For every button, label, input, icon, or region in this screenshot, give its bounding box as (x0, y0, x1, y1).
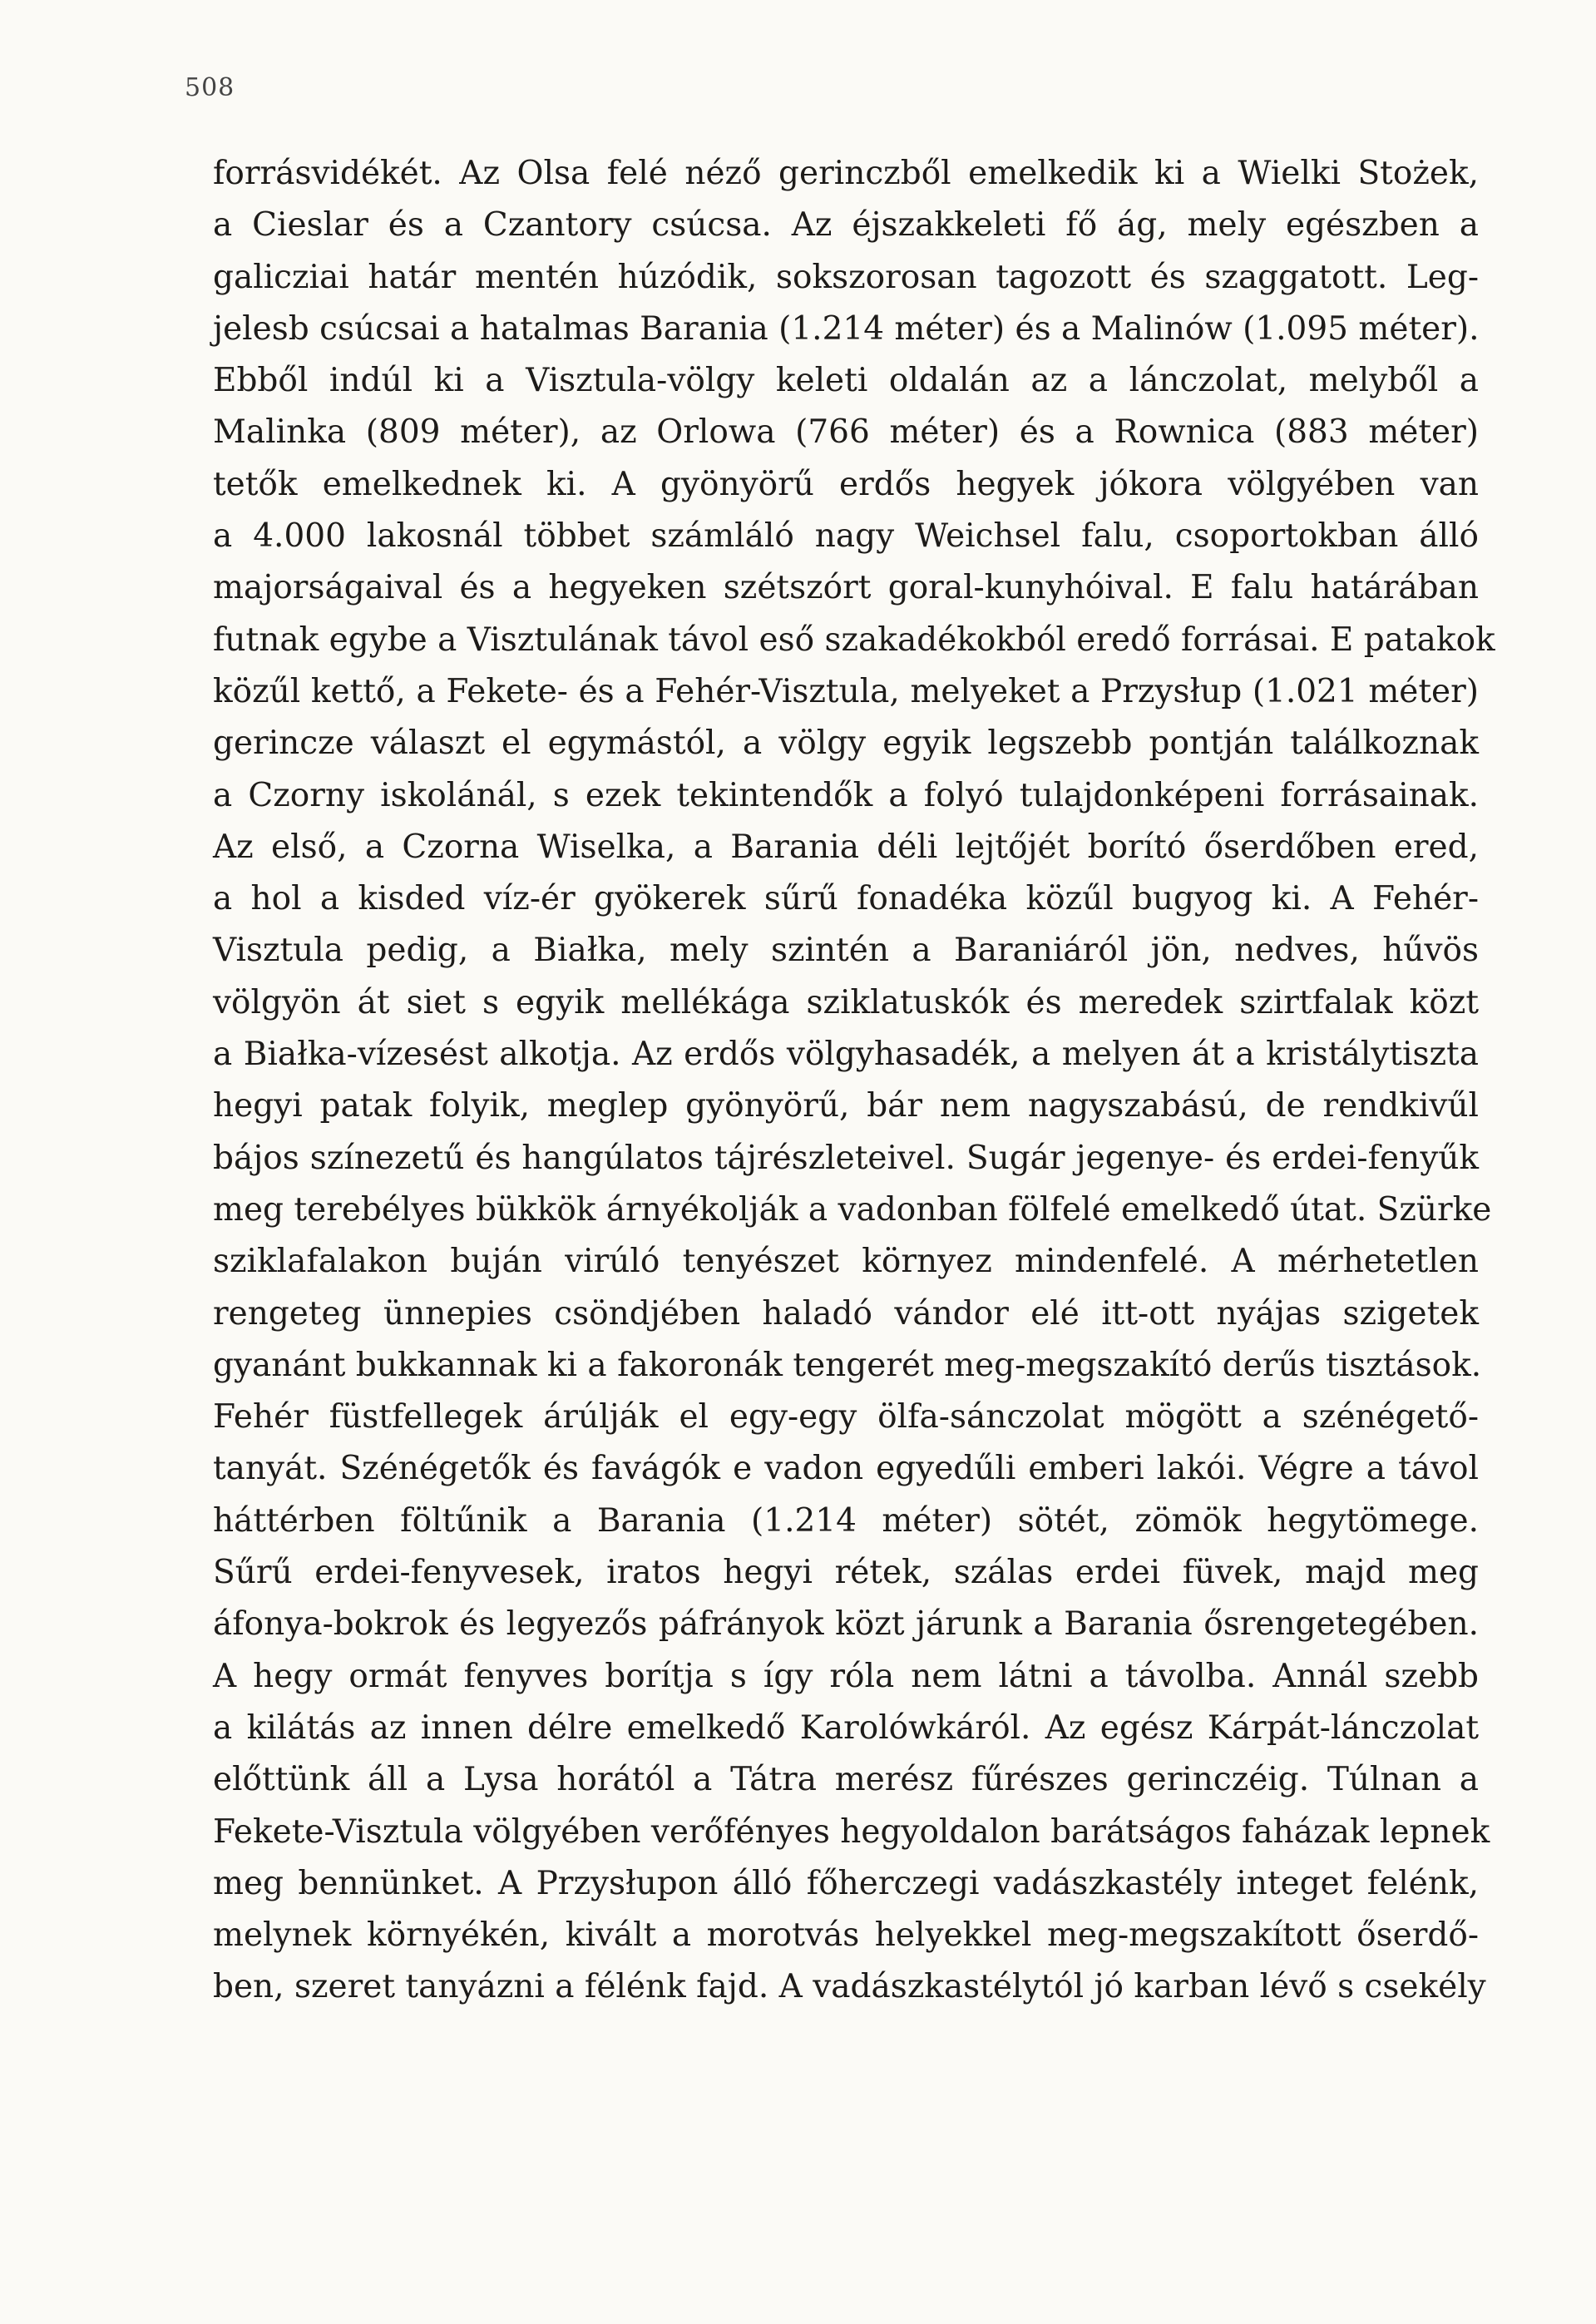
text-line: a Czorny iskolánál, s ezek tekintendők a folyó tulajdonképeni forrásainak. (213, 776, 1479, 814)
text-line: gerincze választ el egymástól, a völgy egyik legszebb pontján találkoznak (213, 724, 1479, 763)
text-line: a Cieslar és a Czantory csúcsa. Az éjszakkeleti fő ág, mely egészben a (213, 206, 1479, 245)
text-line: hegyi patak folyik, meglep gyönyörű, bár nem nagyszabású, de rendkivűl (213, 1087, 1479, 1125)
text-line: Az első, a Czorna Wiselka, a Barania déli lejtőjét borító őserdőben ered, (213, 828, 1479, 866)
text-line: Ebből indúl ki a Visztula-völgy keleti oldalán az a lánczolat, melyből a (213, 362, 1479, 400)
text-line: sziklafalakon buján virúló tenyészet környez mindenfelé. A mérhetetlen (213, 1243, 1479, 1281)
text-line: forrásvidékét. Az Olsa felé néző gerinczből emelkedik ki a Wielki Stożek, (213, 155, 1479, 192)
text-line: tanyát. Szénégetők és favágók e vadon egyedűli emberi lakói. Végre a távol (213, 1450, 1479, 1488)
text-line: meg bennünket. A Przysłupon álló főherczegi vadászkastély integet felénk, (213, 1864, 1479, 1902)
text-line: majorságaival és a hegyeken szétszórt goral-kunyhóival. E falu határában (213, 569, 1479, 607)
text-line: Malinka (809 méter), az Orlowa (766 méter) és a Rownica (883 méter) (213, 413, 1479, 452)
text-line: gyanánt bukkannak ki a fakoronák tengerét meg-megszakító derűs tisztások. (213, 1346, 1482, 1384)
body-text (213, 148, 1495, 2014)
text-line: galicziai határ mentén húzódik, sokszorosan tagozott és szaggatott. Leg- (213, 258, 1479, 296)
text-line: A hegy ormát fenyves borítja s így róla nem látni a távolba. Annál szebb (213, 1657, 1479, 1695)
text-line: melynek környékén, kivált a morotvás helyekkel meg-megszakított őserdő- (213, 1916, 1479, 1955)
text-line: Visztula pedig, a Białka, mely szintén a Baraniáról jön, nedves, hűvös (213, 932, 1479, 970)
text-line: rengeteg ünnepies csöndjében haladó vándor elé itt-ott nyájas szigetek (213, 1294, 1479, 1333)
text-line: háttérben föltűnik a Barania (1.214 méter) sötét, zömök hegytömege. (213, 1501, 1479, 1540)
text-line: futnak egybe a Visztulának távol eső szakadékokból eredő forrásai. E patakok (213, 621, 1495, 659)
text-line: ben, szeret tanyázni a félénk fajd. A vadászkastélytól jó karban lévő s csekély (213, 1968, 1486, 2006)
text-line: közűl kettő, a Fekete- és a Fehér-Visztula, melyeket a Przysłup (1.021 méter) (213, 672, 1479, 710)
text-line: Fekete-Visztula völgyében verőfényes hegyoldalon barátságos faházak lepnek (213, 1812, 1490, 1851)
text-line: a hol a kisded víz-ér gyökerek sűrű fonadéka közűl bugyog ki. A Fehér- (213, 880, 1479, 918)
text-line: a Białka-vízesést alkotja. Az erdős völgyhasadék, a melyen át a kristálytiszta (213, 1036, 1479, 1074)
text-line: Sűrű erdei-fenyvesek, iratos hegyi rétek, szálas erdei füvek, majd meg (213, 1554, 1479, 1592)
page-number: 508 (185, 73, 235, 102)
text-line: a kilátás az innen délre emelkedő Karolówkáról. Az egész Kárpát-lánczolat (213, 1708, 1479, 1747)
text-line: Fehér füstfellegek árúlják el egy-egy ölfa-sánczolat mögött a szénégető- (213, 1398, 1479, 1436)
text-line: előttünk áll a Lysa horától a Tátra merész fűrészes gerinczéig. Túlnan a (213, 1761, 1479, 1799)
text-line: völgyön át siet s egyik mellékága sziklatuskók és meredek szirtfalak közt (213, 983, 1479, 1021)
text-line: jelesb csúcsai a hatalmas Barania (1.214 méter) és a Malinów (1.095 méter). (213, 309, 1480, 348)
text-line: a 4.000 lakosnál többet számláló nagy Weichsel falu, csoportokban álló (213, 517, 1479, 556)
text-line: meg terebélyes bükkök árnyékolják a vadonban fölfelé emelkedő útat. Szürke (213, 1190, 1492, 1229)
text-line: áfonya-bokrok és legyezős páfrányok közt járunk a Barania ősrengetegében. (213, 1605, 1479, 1644)
text-line: tetők emelkednek ki. A gyönyörű erdős hegyek jókora völgyében van (213, 465, 1479, 503)
text-line: bájos színezetű és hangúlatos tájrészleteivel. Sugár jegenye- és erdei-fenyűk (213, 1139, 1479, 1177)
